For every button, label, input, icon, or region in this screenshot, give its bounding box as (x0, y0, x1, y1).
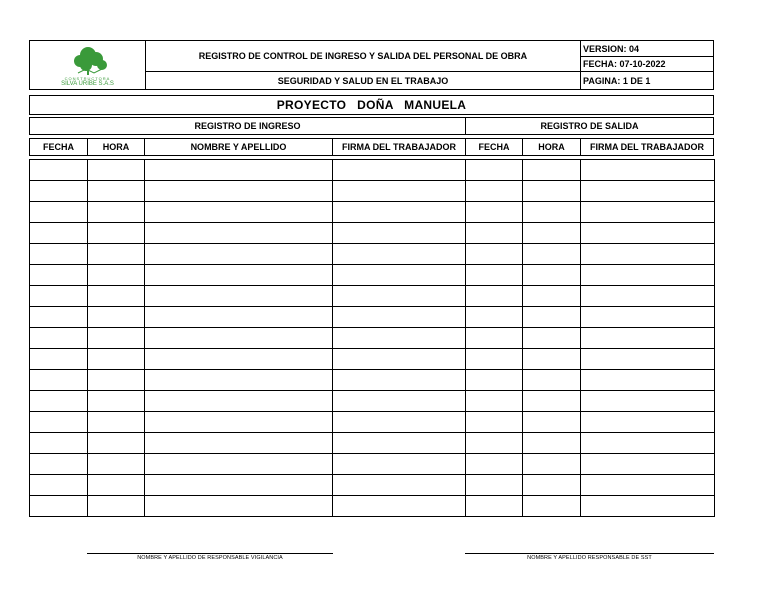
table-cell-exit-signature[interactable] (580, 306, 715, 328)
table-cell-entry-time[interactable] (87, 243, 145, 265)
table-cell-exit-date[interactable] (465, 432, 523, 454)
table-cell-exit-signature[interactable] (580, 390, 715, 412)
table-cell-exit-signature[interactable] (580, 222, 715, 244)
table-cell-entry-time[interactable] (87, 369, 145, 391)
table-cell-exit-time[interactable] (522, 159, 581, 181)
table-cell-exit-date[interactable] (465, 327, 523, 349)
table-cell-exit-signature[interactable] (580, 453, 715, 475)
table-cell-name[interactable] (144, 495, 333, 517)
signature-label-right: NOMBRE Y APELLIDO RESPONSABLE DE SST (527, 555, 652, 561)
table-cell-name[interactable] (144, 264, 333, 286)
table-cell-exit-time[interactable] (522, 432, 581, 454)
table-cell-exit-signature[interactable] (580, 348, 715, 370)
table-cell-name[interactable] (144, 453, 333, 475)
table-cell-entry-time[interactable] (87, 222, 145, 244)
table-cell-exit-signature[interactable] (580, 180, 715, 202)
table-cell-exit-date[interactable] (465, 222, 523, 244)
table-cell-entry-time[interactable] (87, 348, 145, 370)
table-cell-entry-signature[interactable] (332, 432, 466, 454)
company-logo-icon (58, 43, 118, 79)
table-cell-exit-time[interactable] (522, 390, 581, 412)
table-cell-exit-date[interactable] (465, 285, 523, 307)
table-cell-exit-signature[interactable] (580, 327, 715, 349)
table-cell-exit-signature[interactable] (580, 369, 715, 391)
table-cell-entry-signature[interactable] (332, 306, 466, 328)
logo-cell (29, 40, 146, 90)
section-exit: REGISTRO DE SALIDA (465, 117, 714, 135)
table-cell-name[interactable] (144, 369, 333, 391)
table-cell-exit-time[interactable] (522, 243, 581, 265)
table-cell-entry-signature[interactable] (332, 474, 466, 496)
table-cell-entry-time[interactable] (87, 285, 145, 307)
table-cell-entry-signature[interactable] (332, 201, 466, 223)
table-cell-entry-date[interactable] (29, 348, 88, 370)
table-cell-entry-signature[interactable] (332, 348, 466, 370)
subtitle: SEGURIDAD Y SALUD EN EL TRABAJO (145, 71, 581, 90)
table-cell-name[interactable] (144, 180, 333, 202)
table-cell-entry-date[interactable] (29, 285, 88, 307)
table-cell-exit-date[interactable] (465, 369, 523, 391)
table-cell-entry-date[interactable] (29, 411, 88, 433)
table-cell-entry-signature[interactable] (332, 327, 466, 349)
col-entry-date: FECHA (29, 138, 88, 156)
table-cell-entry-date[interactable] (29, 201, 88, 223)
table-cell-entry-time[interactable] (87, 264, 145, 286)
signature-label-left: NOMBRE Y APELLIDO DE RESPONSABLE VIGILANCIA (137, 555, 283, 561)
table-cell-name[interactable] (144, 306, 333, 328)
table-cell-exit-signature[interactable] (580, 264, 715, 286)
logo-company-name: SILVA URIBE S.A.S (61, 81, 114, 87)
table-cell-exit-date[interactable] (465, 243, 523, 265)
table-cell-exit-date[interactable] (465, 264, 523, 286)
date-label: FECHA: 07-10-2022 (580, 56, 714, 72)
table-cell-exit-signature[interactable] (580, 495, 715, 517)
table-cell-exit-date[interactable] (465, 159, 523, 181)
page-label: PAGINA: 1 DE 1 (580, 71, 714, 90)
table-cell-exit-time[interactable] (522, 180, 581, 202)
col-entry-signature: FIRMA DEL TRABAJADOR (332, 138, 466, 156)
table-cell-entry-signature[interactable] (332, 390, 466, 412)
table-cell-entry-date[interactable] (29, 159, 88, 181)
table-cell-entry-signature[interactable] (332, 369, 466, 391)
table-cell-exit-date[interactable] (465, 201, 523, 223)
table-cell-entry-signature[interactable] (332, 495, 466, 517)
table-cell-entry-time[interactable] (87, 201, 145, 223)
col-exit-date: FECHA (465, 138, 523, 156)
table-cell-exit-time[interactable] (522, 453, 581, 475)
table-cell-entry-signature[interactable] (332, 411, 466, 433)
table-cell-exit-time[interactable] (522, 285, 581, 307)
table-cell-exit-time[interactable] (522, 369, 581, 391)
table-cell-entry-time[interactable] (87, 474, 145, 496)
table-cell-entry-time[interactable] (87, 159, 145, 181)
table-cell-exit-signature[interactable] (580, 243, 715, 265)
table-cell-exit-signature[interactable] (580, 411, 715, 433)
version-label: VERSION: 04 (580, 40, 714, 57)
table-cell-exit-time[interactable] (522, 222, 581, 244)
col-exit-signature: FIRMA DEL TRABAJADOR (580, 138, 714, 156)
table-cell-entry-date[interactable] (29, 390, 88, 412)
table-cell-exit-time[interactable] (522, 495, 581, 517)
project-title: PROYECTO DOÑA MANUELA (29, 95, 714, 115)
table-cell-entry-date[interactable] (29, 243, 88, 265)
table-cell-entry-date[interactable] (29, 474, 88, 496)
section-entry: REGISTRO DE INGRESO (29, 117, 466, 135)
table-cell-entry-time[interactable] (87, 495, 145, 517)
table-cell-name[interactable] (144, 474, 333, 496)
table-cell-entry-date[interactable] (29, 222, 88, 244)
signature-line-left (87, 553, 333, 554)
table-cell-entry-date[interactable] (29, 327, 88, 349)
table-cell-exit-time[interactable] (522, 348, 581, 370)
table-cell-exit-date[interactable] (465, 411, 523, 433)
col-entry-time: HORA (87, 138, 145, 156)
table-cell-entry-signature[interactable] (332, 180, 466, 202)
table-cell-name[interactable] (144, 201, 333, 223)
main-title: REGISTRO DE CONTROL DE INGRESO Y SALIDA DEL PERSONAL DE OBRA (145, 40, 581, 72)
table-cell-entry-signature[interactable] (332, 285, 466, 307)
table-cell-name[interactable] (144, 411, 333, 433)
table-cell-exit-signature[interactable] (580, 201, 715, 223)
table-cell-entry-date[interactable] (29, 432, 88, 454)
table-cell-exit-date[interactable] (465, 453, 523, 475)
table-cell-name[interactable] (144, 159, 333, 181)
table-cell-entry-date[interactable] (29, 453, 88, 475)
col-exit-time: HORA (522, 138, 581, 156)
table-cell-entry-date[interactable] (29, 306, 88, 328)
table-cell-entry-signature[interactable] (332, 453, 466, 475)
logo-company-top: CONSTRUCTORA (64, 76, 111, 81)
table-cell-entry-signature[interactable] (332, 243, 466, 265)
table-cell-exit-signature[interactable] (580, 159, 715, 181)
table-cell-name[interactable] (144, 285, 333, 307)
table-cell-entry-date[interactable] (29, 180, 88, 202)
table-cell-name[interactable] (144, 432, 333, 454)
table-cell-exit-time[interactable] (522, 201, 581, 223)
table-cell-entry-signature[interactable] (332, 222, 466, 244)
table-cell-entry-time[interactable] (87, 432, 145, 454)
table-cell-entry-time[interactable] (87, 453, 145, 475)
table-cell-entry-date[interactable] (29, 369, 88, 391)
table-cell-entry-date[interactable] (29, 264, 88, 286)
table-cell-entry-signature[interactable] (332, 159, 466, 181)
col-name: NOMBRE Y APELLIDO (144, 138, 333, 156)
table-cell-exit-time[interactable] (522, 327, 581, 349)
table-cell-name[interactable] (144, 348, 333, 370)
signature-line-right (465, 553, 714, 554)
table-cell-name[interactable] (144, 327, 333, 349)
table-cell-exit-date[interactable] (465, 306, 523, 328)
table-cell-entry-time[interactable] (87, 327, 145, 349)
table-cell-name[interactable] (144, 222, 333, 244)
table-cell-entry-time[interactable] (87, 306, 145, 328)
table-cell-name[interactable] (144, 243, 333, 265)
table-cell-entry-date[interactable] (29, 495, 88, 517)
table-cell-exit-signature[interactable] (580, 285, 715, 307)
table-cell-exit-date[interactable] (465, 495, 523, 517)
table-cell-entry-time[interactable] (87, 390, 145, 412)
table-cell-exit-date[interactable] (465, 474, 523, 496)
table-cell-exit-date[interactable] (465, 180, 523, 202)
table-cell-exit-time[interactable] (522, 411, 581, 433)
table-cell-entry-signature[interactable] (332, 264, 466, 286)
table-cell-exit-signature[interactable] (580, 474, 715, 496)
table-cell-exit-time[interactable] (522, 306, 581, 328)
table-cell-entry-time[interactable] (87, 411, 145, 433)
table-cell-exit-date[interactable] (465, 348, 523, 370)
table-cell-name[interactable] (144, 390, 333, 412)
table-cell-exit-signature[interactable] (580, 432, 715, 454)
table-cell-exit-time[interactable] (522, 264, 581, 286)
table-cell-entry-time[interactable] (87, 180, 145, 202)
table-cell-exit-date[interactable] (465, 390, 523, 412)
table-cell-exit-time[interactable] (522, 474, 581, 496)
